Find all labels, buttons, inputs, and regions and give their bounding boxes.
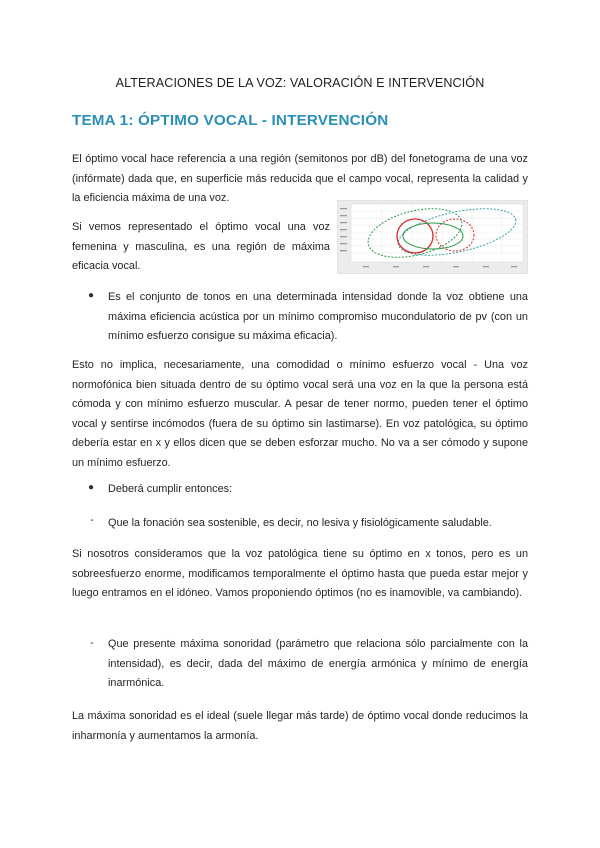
bullet-item-efficiency: Es el conjunto de tonos en una determinada intensidad donde la voz obtiene una máxima eficiencia acústica por un mínimo compromiso mucondulatorio de pv (con un mínimo esfuerzo consigue su máxima eficacia). [108,291,528,342]
paragraph-definition: El óptimo vocal hace referencia a una región (semitonos por dB) del fonetograma de una voz (infórmate) dada que, en superficie más reducida que el campo vocal, representa la calidad y la eficiencia máxima de una voz. [72,153,528,204]
bullet-marker: ● [88,482,95,493]
dash-item-sustainable: Que la fonación sea sostenible, es decir, no lesiva y fisiológicamente saludable. [108,517,492,529]
dash-marker: - [90,637,94,649]
paragraph-pathological: Si nosotros consideramos que la voz patológica tiene su óptimo en x tonos, pero es un sobreesfuerzo enorme, modificamos temporalmente el óptimo hasta que pueda estar mejor y luego entramos en el idóneo. Vamos proponiendo óptimos (no es inamovible, va cambiando). [72,548,528,599]
document-title: ALTERACIONES DE LA VOZ: VALORACIÓN E INTERVENCIÓN [115,76,485,90]
paragraph-comfort: Esto no implica, necesariamente, una comodidad o mínimo esfuerzo vocal - Una voz normofónica bien situada dentro de su óptimo vocal será una voz en la que la persona está cómoda y con mínimo esfuerzo muscular. A pesar de tener normo, pueden tener el óptimo vocal y sentirse incómodos (fuera de su óptimo sin lastimarse). En voz patológica, su óptimo debería estar en x y ellos dicen que se deben esforzar mucho. No va a ser cómodo y supone un mínimo esfuerzo. [72,359,528,469]
section-heading: TEMA 1: ÓPTIMO VOCAL - INTERVENCIÓN [72,112,389,129]
paragraph-representation: Si vemos representado el óptimo vocal una voz femenina y masculina, es una región de máxima eficacia vocal. [72,221,330,272]
bullet-marker: ● [88,290,95,301]
bullet-item-requirements: Deberá cumplir entonces: [108,483,233,495]
dash-item-sonority: Que presente máxima sonoridad (parámetro que relaciona sólo parcialmente con la intensidad), es decir, dada del máximo de energía armónica y mínimo de energía inarmónica. [108,638,528,689]
paragraph-max-sonority: La máxima sonoridad es el ideal (suele llegar más tarde) de óptimo vocal donde reducimos la inharmonía y aumentamos la armonía. [72,710,528,742]
phonetogram-figure [337,200,528,274]
dash-marker: - [90,514,94,526]
